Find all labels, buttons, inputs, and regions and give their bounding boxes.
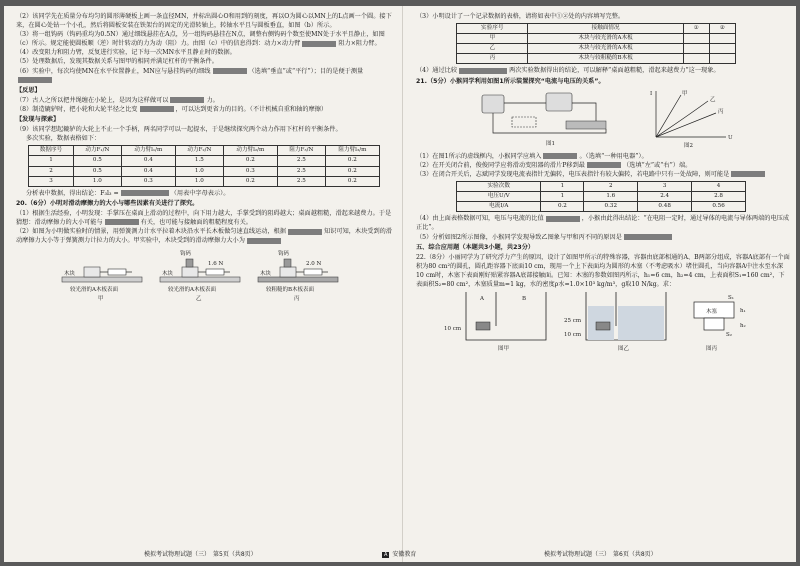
table-row bbox=[29, 176, 380, 186]
figure-caption: 图丙 bbox=[706, 346, 718, 353]
page-divider bbox=[402, 6, 403, 562]
q21-part2: （2）在开关闭合前，俊俊同学应将滑动变阻器的滑片P移到最 （选填“左”或“右”）端。 bbox=[416, 161, 692, 169]
block-label: 木块 bbox=[64, 271, 76, 278]
step-9-table-intro: 多次实验，数据表格如下： bbox=[26, 135, 101, 143]
hook-label: 钩码 bbox=[180, 251, 192, 258]
plug-bottom-bing bbox=[704, 318, 724, 330]
table-header-cell: ① bbox=[683, 24, 709, 34]
table-header-cell: 动力F₁/N bbox=[73, 146, 121, 156]
block-label: 木块 bbox=[162, 271, 174, 278]
exam-sheet bbox=[4, 6, 796, 562]
answer-blank[interactable] bbox=[624, 234, 672, 240]
spring-scale-jia bbox=[108, 269, 126, 275]
table-cell: 电流I/A bbox=[457, 202, 541, 212]
table-cell: 1.5 bbox=[175, 156, 223, 166]
step-7: （7）古人之所以把井绳缠在小轮上，是因为这样做可以 力。 bbox=[16, 96, 219, 104]
table-cell: 2.8 bbox=[692, 192, 746, 202]
q22-statement: 22.（8分）小丽同学为了研究浮力产生的原因，设计了如图甲所示的特殊容器，容器由底部相通的A、B两部分组成，容器A底部有一个面积为80 cm²的圆孔，圆孔距容器下底面10 cm，现用一个上下表面均为圆形的木塞（不考虑吸水）堵住圆孔，当向容器A中注水至水深10 cm时，木塞下表面刚好贴紧容器A底部接触面。已知：木塞的参数如图丙所示，h₁=6 cm，h₂=4 cm，上表面积S₁=160 cm²，下表面积S₂=80 cm²，木塞质量m=1 kg，水的密度ρ水=1.0×10³ kg/m³，g取10 N/kg。求： bbox=[416, 253, 790, 288]
figure-caption: 图甲 bbox=[498, 346, 510, 353]
figure-caption: 较光滑的A木板表面 bbox=[168, 287, 216, 294]
step-3: （3）将一组钩码（钩码重均为0.5N）通过细线悬挂在A点，另一组钩码悬挂在N点，调整右侧钩码个数至使MN处于水平且静止，如图（c）所示。规定能使圆板顺（逆）时针转动的力为动（阻）力。由图（c）中的信息得到：动力×动力臂 阻力×阻力臂。 bbox=[16, 31, 385, 48]
publisher-footer: A 安徽教育 bbox=[384, 551, 417, 558]
hook-weight-yi bbox=[186, 259, 193, 267]
rheostat bbox=[566, 121, 606, 129]
dimension-label: 25 cm bbox=[564, 318, 582, 325]
block-jia bbox=[84, 267, 100, 277]
dimension-label: 10 cm bbox=[564, 332, 582, 339]
plug-label: 木塞 bbox=[706, 309, 718, 316]
step-9-conclusion: 分析表中数据，得出结论：F₃l₃ = （用表中字母表示）。 bbox=[26, 189, 230, 197]
dashed-box bbox=[512, 117, 536, 127]
circuit-figure bbox=[476, 87, 776, 149]
table-cell: 2.5 bbox=[277, 156, 325, 166]
block-label: 木块 bbox=[260, 271, 272, 278]
figure-caption: 图乙 bbox=[618, 346, 630, 353]
plug-jia bbox=[476, 322, 490, 330]
container-figure bbox=[436, 290, 766, 354]
table-row bbox=[457, 54, 736, 64]
tank-label: B bbox=[522, 296, 527, 303]
line-label: 乙 bbox=[710, 96, 716, 103]
table-cell[interactable] bbox=[683, 34, 709, 44]
right-page-footer: 模拟考试物理试题（三） 第6页（共8页） bbox=[544, 551, 657, 558]
dimension-label: 10 cm bbox=[444, 326, 462, 333]
table-row bbox=[457, 44, 736, 54]
block-yi bbox=[182, 267, 198, 277]
table-cell: 木块与较光滑的A木板 bbox=[528, 44, 683, 54]
table-cell: 木块与较光滑的A木板 bbox=[528, 34, 683, 44]
table-cell: 2.5 bbox=[277, 176, 325, 186]
table-cell: 2.5 bbox=[277, 166, 325, 176]
table-cell: 2 bbox=[29, 166, 74, 176]
q20-heading: 20.（6分）小明对滑动摩擦力的大小与哪些因素有关进行了探究。 bbox=[16, 199, 199, 207]
plug-yi bbox=[596, 322, 610, 330]
answer-blank[interactable] bbox=[140, 106, 174, 112]
iv-data-table bbox=[456, 181, 746, 212]
height-label: h₁ bbox=[740, 308, 746, 315]
answer-blank[interactable] bbox=[121, 190, 169, 196]
q21-part3: （3）在闭合开关后，志斌同学发现电流表指针无偏转，电压表指针有较大偏转，若电路中只有一处故障，则可能是 bbox=[416, 170, 790, 179]
table-header-cell: 数据序号 bbox=[29, 146, 74, 156]
q21-heading: 21.（5分）小猴同学利用如图1所示装置探究“电流与电压的关系”。 bbox=[416, 77, 605, 85]
table-cell: 0.2 bbox=[325, 156, 379, 166]
answer-blank[interactable] bbox=[731, 171, 765, 177]
table-cell: 乙 bbox=[457, 44, 528, 54]
table-row bbox=[29, 166, 380, 176]
spring-scale-yi bbox=[206, 269, 224, 275]
tank-jia bbox=[466, 292, 546, 340]
force-reading: 2.0 N bbox=[306, 261, 322, 268]
table-cell: 丙 bbox=[457, 54, 528, 64]
figure-tag: 甲 bbox=[98, 296, 104, 303]
q20-part2: （2）如图为小明做实验时的情景，用弹簧测力计水平拉着木块沿水平长木板做匀速直线运动，根据 知识可知，木块受到的滑动摩擦力大小等于弹簧测力计拉力的大小。甲实验中，木块受到的滑动摩擦力大小为 bbox=[16, 228, 393, 245]
table-cell: 0.2 bbox=[223, 156, 277, 166]
line-label: 甲 bbox=[682, 90, 688, 97]
table-cell: 0.5 bbox=[73, 166, 121, 176]
figure-caption: 图2 bbox=[684, 142, 693, 149]
table-cell: 0.4 bbox=[121, 166, 175, 176]
height-label: h₂ bbox=[740, 323, 746, 330]
table-cell[interactable] bbox=[709, 54, 735, 64]
table-header-cell: 4 bbox=[692, 182, 746, 192]
q21-part5: （5）分析如图2所示图像，小猴同学发现导致乙图象与甲和丙不同的原因是 bbox=[416, 233, 790, 242]
figure-caption: 图1 bbox=[546, 140, 555, 147]
q20-part3: （3）小明设计了一个记录数据的表格，请将如表中①②处的内容填写完整。 bbox=[416, 13, 625, 20]
step-5: （5）处理数据后，发现其数据关系与图甲的相同并满足杠杆的平衡条件。 bbox=[16, 58, 218, 66]
q21-part4: （4）由上面表格数据可知，电压与电流的比值 ，小猴由此得出结论：“在电阻一定时，通过导体的电流与导体两端的电压成正比”。 bbox=[416, 215, 790, 232]
voltmeter bbox=[482, 95, 504, 113]
answer-blank[interactable] bbox=[459, 68, 507, 74]
table-header-cell: ② bbox=[709, 24, 735, 34]
hook-label: 钩码 bbox=[278, 251, 290, 258]
tank-label: A bbox=[480, 296, 484, 303]
table-cell: 0.4 bbox=[121, 156, 175, 166]
line-jia bbox=[656, 95, 681, 137]
table-cell: 1.0 bbox=[73, 176, 121, 186]
q21-part1: （1）在图1所示的虚线框内，小猴同学应填入 。（选填“一种用电器”）。 bbox=[416, 152, 648, 160]
answer-blank[interactable] bbox=[247, 238, 281, 244]
table-header-cell: 实验序号 bbox=[457, 24, 528, 34]
answer-blank[interactable] bbox=[587, 162, 621, 168]
left-page bbox=[16, 12, 394, 314]
figure-tag: 乙 bbox=[196, 296, 202, 303]
answer-blank[interactable] bbox=[18, 77, 52, 83]
answer-blank[interactable] bbox=[543, 153, 577, 159]
table-cell: 1.0 bbox=[175, 166, 223, 176]
table-cell: 0.3 bbox=[223, 166, 277, 176]
figure-caption: 较粗糙的B木板表面 bbox=[266, 287, 315, 294]
explore-heading: 【发现与探索】 bbox=[16, 116, 60, 124]
right-page bbox=[416, 12, 790, 357]
board-a-yi bbox=[160, 277, 240, 282]
water-b-yi bbox=[618, 306, 664, 340]
table-header-cell: 1 bbox=[541, 182, 584, 192]
q20-part4: （4）通过比较 两次实验数据得出的结论，可以解释“桌面越粗糙，滑起来越费力”这一现象。 bbox=[416, 67, 720, 75]
step-2: （2）该同学先在质量分布均匀的圆形薄硬板上画一条直径MN，并标出圆心O和用到的刻度，再以O为圆心以MN上的L点画一个圆。接下来，在圆心处钻一个小孔，然后将圆板安装在铁架台的固定的光滑转轴上，转轴水平且与圆板垂直，如图（b）所示。 bbox=[16, 13, 392, 30]
table-header-cell: 3 bbox=[638, 182, 692, 192]
table-cell: 1.0 bbox=[175, 176, 223, 186]
table-cell: 0.32 bbox=[584, 202, 638, 212]
publisher-logo-icon: A bbox=[384, 552, 388, 558]
table-cell: 电压U/V bbox=[457, 192, 541, 202]
reflect-heading: 【反思】 bbox=[16, 86, 41, 94]
table-cell: 0.2 bbox=[325, 166, 379, 176]
answer-blank[interactable] bbox=[105, 219, 139, 225]
answer-blank[interactable] bbox=[288, 229, 322, 235]
axis-label: U bbox=[728, 134, 733, 141]
axis-label: I bbox=[650, 90, 653, 97]
lever-data-table bbox=[28, 145, 380, 186]
answer-blank[interactable] bbox=[302, 41, 336, 47]
left-page-footer: 模拟考试物理试题（三） 第5页（共8页） bbox=[144, 551, 257, 558]
table-row bbox=[29, 156, 380, 166]
table-cell: 1.6 bbox=[584, 192, 638, 202]
table-cell: 0.2 bbox=[223, 176, 277, 186]
force-reading: 1.6 N bbox=[208, 261, 224, 268]
table-cell: 1 bbox=[541, 192, 584, 202]
table-header-cell: 阻力F₃/N bbox=[277, 146, 325, 156]
table-cell[interactable] bbox=[683, 54, 709, 64]
table-cell: 0.3 bbox=[121, 176, 175, 186]
table-row bbox=[457, 34, 736, 44]
table-row bbox=[457, 202, 746, 212]
board-b-bing bbox=[258, 277, 338, 282]
friction-experiment-figure bbox=[56, 247, 346, 311]
table-header-cell: 动力F₂/N bbox=[175, 146, 223, 156]
board-a-jia bbox=[62, 277, 142, 282]
answer-blank[interactable] bbox=[546, 216, 580, 222]
step-9: （9）该同学想起辘轳的大轮上不止一个手柄，两名同学可以一起提水，于是继续探究两个动力作用下杠杆的平衡条件。 bbox=[16, 126, 342, 134]
area-label: S₂ bbox=[726, 332, 732, 339]
step-6: （6）实验中，每次均使MN在水平位置静止，MN应与悬挂钩码的细线 （选填“垂直”或“平行”）；目的是便于测量 bbox=[16, 67, 394, 85]
table-cell: 0.56 bbox=[692, 202, 746, 212]
table-cell: 木块与较粗糙的B木板 bbox=[528, 54, 683, 64]
table-header-cell: 接触面情况 bbox=[528, 24, 683, 34]
table-cell: 0.5 bbox=[73, 156, 121, 166]
table-cell: 甲 bbox=[457, 34, 528, 44]
step-4: （4）改变阻力和阻力臂，反复进行实验，记下每一次MN水平且静止时的数据。 bbox=[16, 49, 236, 57]
table-cell[interactable] bbox=[683, 44, 709, 54]
line-label: 丙 bbox=[718, 108, 724, 115]
answer-blank[interactable] bbox=[213, 68, 247, 74]
table-cell: 2.4 bbox=[638, 192, 692, 202]
table-cell: 3 bbox=[29, 176, 74, 186]
figure-tag: 丙 bbox=[294, 296, 300, 303]
step-8: （8）制造辘轳时，把小轮和大轮半径之比变 ，可以达到更省力的目的。（不计机械自重和轴的摩擦） bbox=[16, 105, 328, 113]
spring-scale-bing bbox=[304, 269, 322, 275]
table-cell: 0.2 bbox=[541, 202, 584, 212]
table-header-cell: 2 bbox=[584, 182, 638, 192]
table-cell[interactable] bbox=[709, 34, 735, 44]
table-cell[interactable] bbox=[709, 44, 735, 54]
table-header-cell: 动力臂l₁/m bbox=[121, 146, 175, 156]
table-header-cell: 实验次数 bbox=[457, 182, 541, 192]
block-bing bbox=[280, 267, 296, 277]
section-heading: 五、综合应用题（本题共3小题，共23分） bbox=[416, 243, 535, 251]
table-row bbox=[457, 192, 746, 202]
q20-part1: （1）根据生活经验，小明发现：手掌压在桌面上滑动的过程中，向下用力越大，手掌受到的阻碍越大；桌面越粗糙，滑起来越费力。于是猜想：滑动摩擦力的大小可能与 有关，也可能与接触面的粗糙程度有关。 bbox=[16, 209, 392, 226]
answer-blank[interactable] bbox=[170, 97, 204, 103]
hook-weight-bing bbox=[284, 259, 291, 267]
figure-caption: 较光滑的A木板表面 bbox=[70, 287, 118, 294]
ammeter bbox=[546, 93, 572, 111]
table-header-cell: 阻力臂l₃/m bbox=[325, 146, 379, 156]
area-label: S₁ bbox=[728, 295, 734, 302]
table-cell: 0.2 bbox=[325, 176, 379, 186]
table-cell: 0.48 bbox=[638, 202, 692, 212]
record-table bbox=[456, 23, 736, 64]
table-cell: 1 bbox=[29, 156, 74, 166]
table-header-cell: 动力臂l₂/m bbox=[223, 146, 277, 156]
